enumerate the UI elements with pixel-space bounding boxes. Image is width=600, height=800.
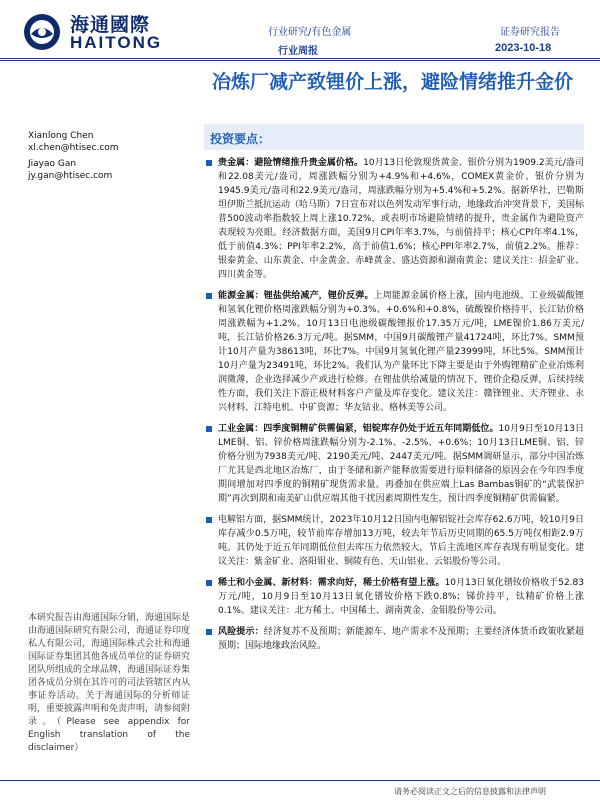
bullet-square-icon <box>206 293 212 299</box>
footer-disclaimer: 请务必阅读正文之后的信息披露和法律声明 <box>394 787 546 796</box>
analyst-email[interactable]: jy.gan@htisec.com <box>28 171 113 181</box>
highlight-lead: 稀土和小金属、新材料：需求向好，稀土价格有望上涨。 <box>218 578 445 588</box>
highlight-text: 电解铝方面，据SMM统计，2023年10月12日国内电解铝锭社会库存62.6万吨，较10月9日库存减少0.5万吨，较节前库存增加13万吨，较去年节后历史同期的65.5万吨仅相距2.9万吨。其仍处于近五年同期低位但去库压力依然较大，节后主流地区库存表现有明显变化。建议关注：紫金矿业、洛阳钼业、铜陵有色、天山铝业、云铝股份等公司。 <box>218 515 584 567</box>
header-divider-thin <box>0 60 600 61</box>
analyst-2 <box>28 158 112 182</box>
highlight-risk <box>206 625 584 653</box>
analyst-name: Xianlong Chen <box>28 131 94 141</box>
highlight-lead: 贵金属：避险情绪推升贵金属价格。 <box>218 158 364 168</box>
highlight-industrial-metals <box>206 422 584 506</box>
highlight-text: 10月9日至10月13日LME铜、铝、锌价格周涨跌幅分别为-2.1%、-2.5%、+0.6%；10月13日LME铜、铝、锌价格分别为7938美元/吨、2190美元/吨、2447美元/吨。据SMM调研显示，部分中国冶炼厂尤其是西北地区冶炼厂，由于冬储和新产能释放需要进行原料储备的原因会在今年四季度期间增加对四季度的铜精矿现货需求量。再叠加在供应端上Las Bambas铜矿的“武装保护期”再次到期和南美矿山供应端其他干扰因素周期性发生，预计四季度铜精矿供需偏紧。 <box>218 424 584 504</box>
highlight-text: 10月13日氧化镨钕价格收于52.83万元/吨，10月9日至10月13日氧化镨钕价格下跌0.8%；锑价持平，钛精矿价格上涨0.1%。建议关注：北方稀土、中国稀土、湖南黄金、金钼股份等公司。 <box>218 578 584 616</box>
distribution-disclaimer: 本研究报告由海通国际分销，海通国际是由海通国际研究有限公司，海通证券印度私人有限公司，海通国际株式会社和海通国际证券集团其他各成员单位的证券研究团队所组成的全球品牌，海通国际证券集团各成员分别在其许可的司法管辖区内从事证券活动。关于海通国际的分析师证明，重要披露声明和免责声明，请参阅附录。（Please see appendix for English translation of the disclaimer） <box>28 613 191 753</box>
header-divider <box>0 58 600 59</box>
bullet-square-icon <box>206 580 212 586</box>
highlights-content <box>206 156 584 660</box>
highlight-energy-metals <box>206 289 584 415</box>
highlight-lead: 风险提示： <box>218 627 264 637</box>
doc-kind: 证券研究报告 <box>500 27 560 38</box>
brand-name-cn: 海通國際 <box>70 14 151 36</box>
report-category: 行业研究/有色金属 <box>268 27 352 38</box>
highlight-rare-earth <box>206 576 584 618</box>
report-date: 2023-10-18 <box>495 42 552 54</box>
highlight-aluminum <box>206 513 584 569</box>
report-title: 冶炼厂减产致锂价上涨，避险情绪推升金价 <box>212 71 574 93</box>
highlight-precious-metals <box>206 156 584 282</box>
highlight-text: 10月13日伦敦现货黄金、银价分别为1909.2美元/盎司和22.08美元/盎司，周涨跌幅分别为+4.9%和+4.6%，COMEX黄金价、银价分别为1945.9美元/盎司和22.9美元/盎司，周涨跌幅分别为+5.4%和+5.2%。据新华社，巴勒斯坦伊斯兰抵抗运动（哈马斯）7日宣布对以色列发动军事行动，地缘政治冲突背景下，美国标普500波动率指数较上周上涨10.72%，或表明市场避险情绪的提升，贵金属作为避险资产表现较为亮眼。经济数据方面，美国9月CPI年率3.7%，与前值持平；核心CPI年率4.1%，低于前值4.3%；PPI年率2.2%，高于前值1.6%；核心PPI年率2.7%，前值2.2%。推荐：银泰黄金、山东黄金、中金黄金、赤峰黄金、盛达资源和湖南黄金；建议关注：招金矿业、四川黄金等。 <box>218 158 584 280</box>
brand-name-en: HAITONG <box>70 33 163 52</box>
bullet-square-icon <box>206 160 212 166</box>
highlight-text: 上周能源金属价格上涨，国内电池级、工业级碳酸锂和氢氧化锂价格周涨跌幅分别为+0.3%、+0.6%和+0.8%，硫酸镍价格持平，长江钴价格周涨跌幅为+1.2%。10月13日电池级碳酸锂报价17.35万元/吨，LME镍价1.86万美元/吨，长江钴价格26.3万元/吨。据SMM，中国9月碳酸锂产量41724吨，环比7%。SMM预计10月产量为38613吨，环比7%。中国9月氢氧化锂产量23999吨，环比5%。SMM预计10月产量为23491吨，环比2%。我们认为产量环比下降主要是由于外购锂精矿企业冶炼利润微薄，企业选择减少产或进行检修。在锂盐供给减量的情况下，锂价企稳反弹，后续持续性方面，我们关注下游正极材料客户产量及库存变化。建议关注：赣锋锂业、天齐锂业、永兴材料、江特电机、中矿资源；华友钴业、格林美等公司。 <box>218 291 584 413</box>
highlight-lead: 能源金属：锂盐供给减产，锂价反弹。 <box>218 291 374 301</box>
bullet-square-icon <box>206 517 212 523</box>
bullet-square-icon <box>206 426 212 432</box>
highlight-text: 经济复苏不及预期；新能源车、地产需求不及预期；主要经济体货币政策收紧超预期；国际地缘政治风险。 <box>218 627 584 651</box>
analyst-1 <box>28 130 119 154</box>
haitong-logo-icon <box>22 12 62 52</box>
bullet-square-icon <box>206 629 212 635</box>
highlight-lead: 工业金属：四季度铜精矿供需偏紧，铝锭库存仍处于近五年同期低位。 <box>218 424 499 434</box>
analyst-email[interactable]: xl.chen@htisec.com <box>28 143 119 153</box>
report-type: 行业周报 <box>278 46 318 57</box>
footer-divider <box>0 780 600 781</box>
highlights-heading: 投资要点： <box>210 132 271 146</box>
analyst-name: Jiayao Gan <box>28 159 77 169</box>
